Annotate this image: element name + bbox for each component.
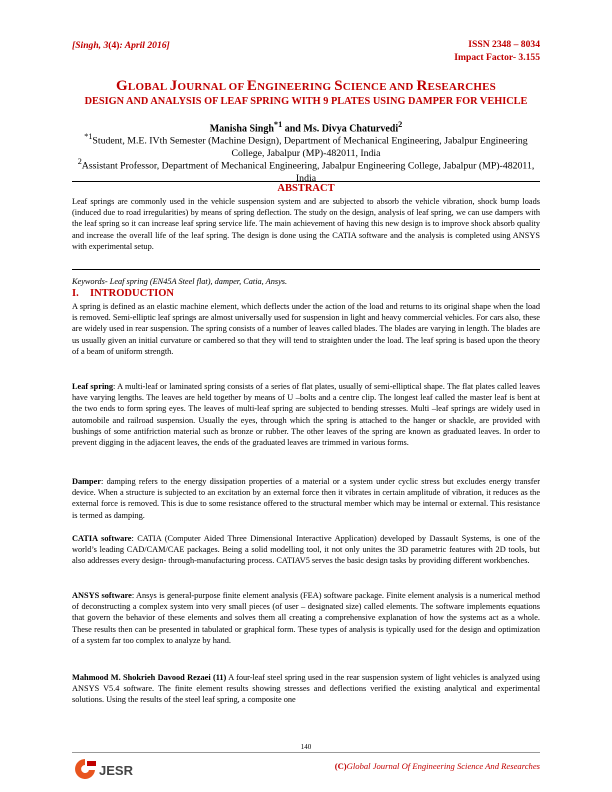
header-issn-block	[454, 39, 540, 65]
logo-text: JESR	[99, 763, 133, 778]
author-list: Manisha Singh$^{*1}$ and Ms. Divya Chaturvedi$^2$	[209, 120, 403, 135]
footer-rule	[72, 752, 540, 753]
journal-title: GLOBAL JOURNAL OF ENGINEERING SCIENCE AND RESEARCHES	[116, 78, 496, 94]
issn-number: ISSN 2348 – 8034	[468, 39, 540, 50]
affiliation-2: $^2$Assistant Professor, Department of Mechanical Engineering, Jabalpur Engineering College, Jabalpur (MP)-482011, India	[77, 157, 535, 185]
mahmood-paragraph: Mahmood M. Shokrieh Davood Rezaei (11) A four-leaf steel spring used in the rear suspension system of light vehicles is analyzed using ANSYS V5.4 software. The finite element results showing stresses and deflections verified the existing analytical and experimental solutions. Using the results of the steel leaf spring, a composite one	[72, 673, 540, 705]
abstract-heading: ABSTRACT	[277, 183, 335, 194]
impact-factor: Impact Factor- 3.155	[454, 51, 540, 63]
ansys-paragraph: ANSYS software: Ansys is general-purpose finite element analysis (FEA) software package. Finite element analysis is a numerical method of deconstructing a complex system into very small pieces (of user – designated size) called elements. The software implements equations that govern the behavior of these elements and solves them all creating a comprehensive explanation of how the systems act as a whole. These results then can be presented in tabulated or graphical form. These types of analysis is typically used for the design and optimization of a system far too complex to analyze by hand.	[72, 591, 540, 645]
leaf-spring-paragraph: Leaf spring: A multi-leaf or laminated spring consists of a series of flat plates, usually of semi-elliptical shape. The flat plates called leaves have varying lengths. The leaves are held together by means of U –bolts and a centre clip. The longest leaf called the master leaf is bent at the two ends to form spring eyes. The leaves of multi-leaf spring are subjected to bending stresses. Multi –leaf springs are widely used in automobile and railroad suspension. Usually the eyes, through which the spring is attached to the hanger or shackle, are provided with bushings of some antifriction material such as bronze or rubber. The other leaves of the spring are known as graduated leaves. In order to prevent digging in the adjacent leaves, the ends of the graduated leaves are trimmed in various forms.	[72, 382, 540, 448]
header-citation: [Singh, 3(4): April 2016]	[72, 40, 170, 51]
paper-title: DESIGN AND ANALYSIS OF LEAF SPRING WITH 9 PLATES USING DAMPER FOR VEHICLE	[84, 96, 528, 107]
abstract-bottom-rule	[72, 269, 540, 270]
affiliation-1: $^{*1}$Student, M.E. IVth Semester (Machine Design), Department of Mechanical Engineering, Jabalpur Engineering College, Jabalpur (MP)-482011, India	[84, 132, 528, 160]
abstract-top-rule	[72, 181, 540, 182]
jesr-logo	[72, 756, 152, 782]
catia-paragraph: CATIA software: CATIA (Computer Aided Three Dimensional Interactive Application) developed by Dassault Systems, is one of the world’s leading CAD/CAM/CAE packages. Being a solid modelling tool, it not only unites the 3D parametric features with 2D tools, but also addresses every design- through-manufacturing process. CATIAV5 serves the basic design tasks by providing different workbenches.	[72, 534, 540, 566]
footer-journal-name: (C)Global Journal Of Engineering Science And Researches	[334, 761, 540, 771]
page-number: 140	[300, 743, 312, 751]
damper-paragraph: Damper: damping refers to the energy dissipation properties of a material or a system under cyclic stress but excludes energy transfer device. When a structure is subjected to an excitation by an external force then it vibrates in certain amplitude of vibration, it reduces as the external force is removed. This is due to some resistance offered to the structural member which may be internal or external. This resistance is termed as damping.	[72, 477, 540, 520]
keywords: Keywords- Leaf spring (EN45A Steel flat), damper, Catia, Ansys.	[72, 277, 288, 286]
intro-paragraph: A spring is defined as an elastic machine element, which deflects under the action of the load and returns to its original shape when the load is removed. Semi-elliptic leaf springs are almost universally used for suspension in light and heavy commercial vehicles. For cars also, these are widely used in rear suspension. The spring consists of a number of leaves called blades. The blades are varying in length. The blades are us usually given an initial curvature or cambered so that they will tend to straighten under the load. The leaf spring is based upon the theory of a beam of uniform strength.	[72, 302, 540, 356]
section-heading-introduction: I. INTRODUCTION	[72, 288, 175, 299]
jesr-logo-icon	[72, 756, 152, 782]
abstract-text: Leaf springs are commonly used in the vehicle suspension system and are subjected to absorb the vehicle vibration, shock bump loads (induced due to road irregularities) by means of spring deflection. The study on the design, analysis of leaf spring, we can use dampers with the leaf spring so it can increase leaf spring service life. The main achievement of having this new design is to improve shock absorb quality and increase the overall life of the leaf spring. The design is done using the CATIA software and the analysis is completed using ANSYS with experimental setup.	[72, 197, 540, 251]
